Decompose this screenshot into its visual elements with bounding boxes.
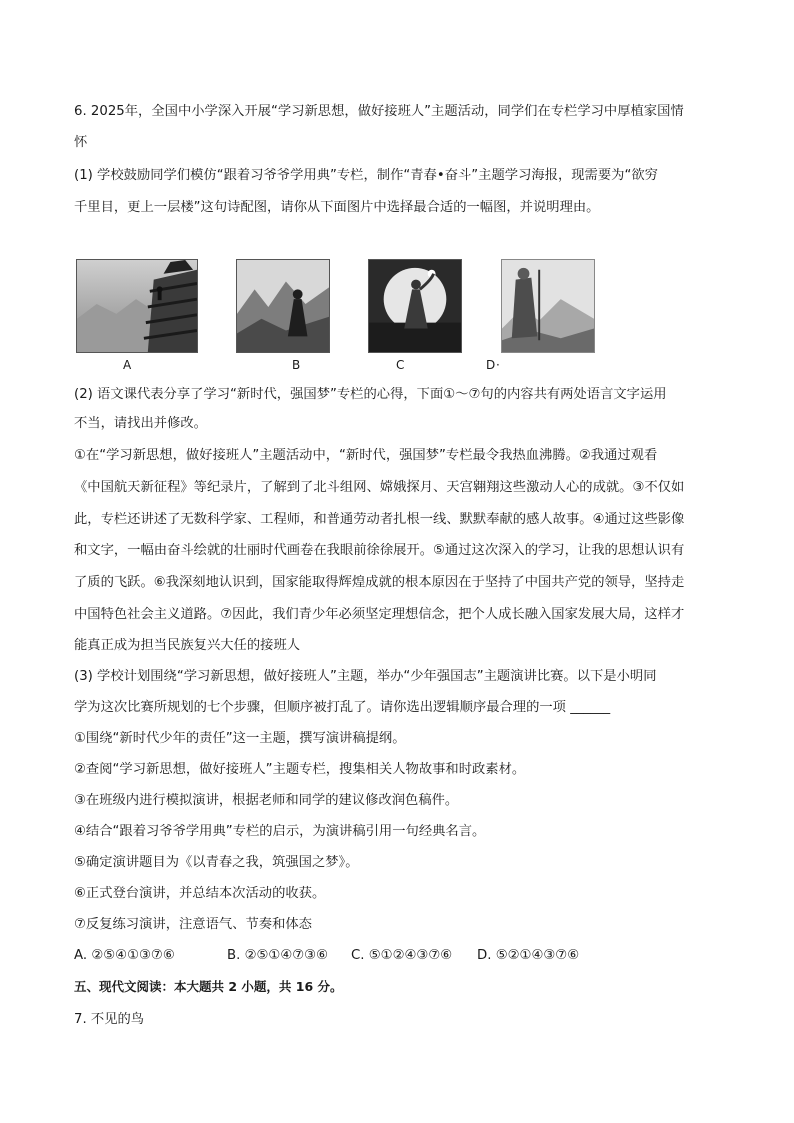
option-a: A. ②⑤④①③⑦⑥ [74,948,175,963]
q6-stem-line-2: 怀 [74,135,88,150]
image-label-d-mark: · [496,358,500,372]
image-d-old-man [501,259,595,353]
image-a-pavilion [76,259,198,353]
q6-part3-line-2: 学为这次比赛所规划的七个步骤，但顺序被打乱了。请你选出逻辑顺序最合理的一项 ______ [74,700,611,715]
q6-part2-line-5: 此，专栏还讲述了无数科学家、工程师，和普通劳动者扎根一线、默默奉献的感人故事。④通过这些影像 [74,512,685,527]
q6-part1-line-2: 千里目，更上一层楼”这句诗配图，请你从下面图片中选择最合适的一幅图，并说明理由。 [74,200,600,215]
q6-part3-step-3: ③在班级内进行模拟演讲，根据老师和同学的建议修改润色稿件。 [74,793,459,808]
image-label-a: A [123,358,132,372]
image-label-b: B [292,358,301,372]
image-label-c: C [396,358,405,372]
image-b-mountain-figure [236,259,330,353]
option-b: B. ②⑤①④⑦③⑥ [227,948,329,963]
q6-part2-line-8: 中国特色社会主义道路。⑦因此，我们青少年必须坚定理想信念，把个人成长融入国家发展大局，这样才 [74,607,685,622]
q6-part2-line-3: ①在“学习新思想，做好接班人”主题活动中，“新时代，强国梦”专栏最令我热血沸腾。②我通过观看 [74,448,658,463]
q7-title: 7. 不见的鸟 [74,1012,145,1027]
image-label-d: D [486,358,496,372]
q6-part3-step-7: ⑦反复练习演讲，注意语气、节奏和体态 [74,917,312,932]
q6-part2-line-4: 《中国航天新征程》等纪录片，了解到了北斗组网、嫦娥探月、天宫翱翔这些激动人心的成就。③不仅如 [74,480,685,495]
option-d: D. ⑤②①④③⑦⑥ [477,948,580,963]
q6-stem-line-1: 6. 2025年，全国中小学深入开展“学习新思想，做好接班人”主题活动，同学们在专栏学习中厚植家国情 [74,104,684,119]
q6-part2-line-6: 和文字，一幅由奋斗绘就的壮丽时代画卷在我眼前徐徐展开。⑤通过这次深入的学习，让我的思想认识有 [74,543,685,558]
option-c: C. ⑤①②④③⑦⑥ [351,948,453,963]
q6-part3-step-5: ⑤确定演讲题目为《以青春之我，筑强国之梦》。 [74,855,359,870]
q6-part3-step-1: ①围绕“新时代少年的责任”这一主题，撰写演讲稿提纲。 [74,731,406,746]
q6-part2-line-7: 了质的飞跃。⑥我深刻地认识到，国家能取得辉煌成就的根本原因在于坚持了中国共产党的领导，坚持走 [74,575,685,590]
section-5-heading: 五、现代文阅读：本大题共 2 小题，共 16 分。 [74,979,343,994]
q6-part2-line-9: 能真正成为担当民族复兴大任的接班人 [74,638,301,653]
q6-part3-line-1: (3) 学校计划围绕“学习新思想，做好接班人”主题，举办“少年强国志”主题演讲比赛。以下是小明同 [74,669,657,684]
q6-part3-step-6: ⑥正式登台演讲，并总结本次活动的收获。 [74,886,326,901]
q6-part3-step-4: ④结合“跟着习爷爷学用典”专栏的启示，为演讲稿引用一句经典名言。 [74,824,486,839]
image-c-moon-dancer [368,259,462,353]
q6-part3-step-2: ②查阅“学习新思想，做好接班人”主题专栏，搜集相关人物故事和时政素材。 [74,762,526,777]
q6-part2-line-2: 不当，请找出并修改。 [74,416,207,431]
q6-part2-line-1: (2) 语文课代表分享了学习“新时代，强国梦”专栏的心得，下面①～⑦句的内容共有两处语言文字运用 [74,387,667,402]
q6-part1-line-1: (1) 学校鼓励同学们模仿“跟着习爷爷学用典”专栏，制作“青春•奋斗”主题学习海报，现需要为“欲穷 [74,168,658,183]
